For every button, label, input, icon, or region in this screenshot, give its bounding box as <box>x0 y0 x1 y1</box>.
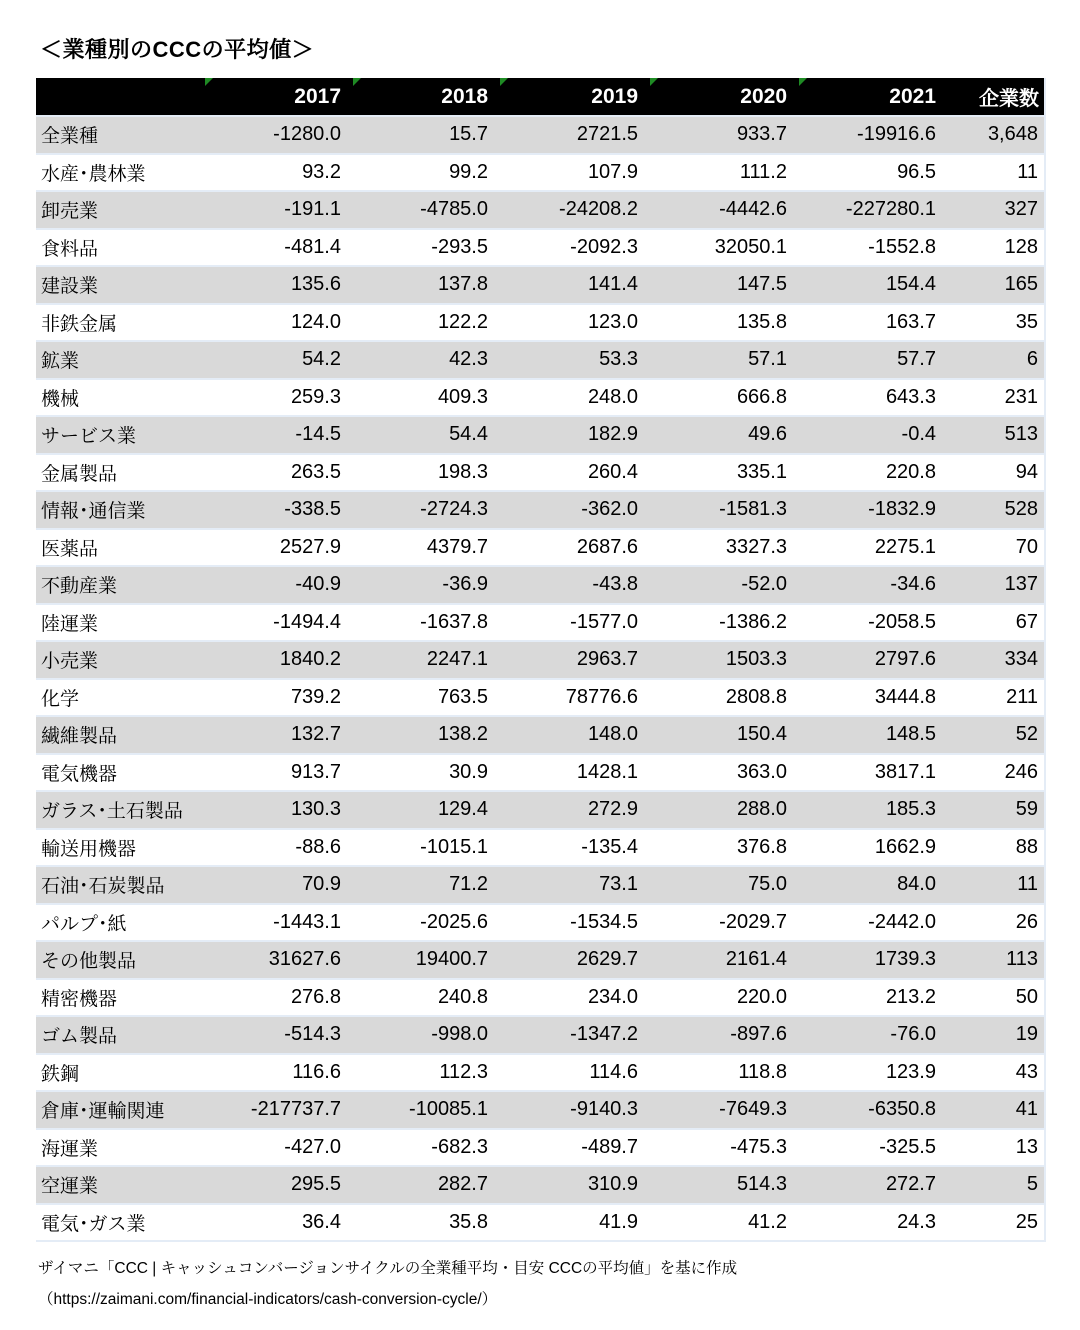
ccc-value-cell: 57.7 <box>799 341 948 379</box>
ccc-value-cell: 112.3 <box>353 1054 500 1092</box>
ccc-value-cell: -1347.2 <box>500 1016 650 1054</box>
table-row <box>36 979 1045 1017</box>
page-title: ＜業種別のCCCの平均値＞ <box>40 37 315 62</box>
table-row <box>36 904 1045 942</box>
ccc-value-cell: 53.3 <box>500 341 650 379</box>
industry-label-cell: パルプ･紙 <box>36 904 205 942</box>
ccc-value-cell: -34.6 <box>799 566 948 604</box>
industry-label-cell: 全業種 <box>36 116 205 154</box>
company-count-cell: 88 <box>948 829 1045 867</box>
cell-error-indicator-icon <box>500 78 508 86</box>
ccc-value-cell: 148.5 <box>799 716 948 754</box>
table-row <box>36 529 1045 567</box>
ccc-value-cell: 41.9 <box>500 1204 650 1242</box>
ccc-value-cell: 295.5 <box>205 1166 353 1204</box>
table-row <box>36 491 1045 529</box>
cell-error-indicator-icon <box>799 78 807 86</box>
ccc-value-cell: 260.4 <box>500 454 650 492</box>
ccc-value-cell: -0.4 <box>799 416 948 454</box>
table-row <box>36 641 1045 679</box>
table-row <box>36 566 1045 604</box>
ccc-value-cell: 276.8 <box>205 979 353 1017</box>
ccc-value-cell: 118.8 <box>650 1054 799 1092</box>
ccc-value-cell: 933.7 <box>650 116 799 154</box>
ccc-value-cell: 30.9 <box>353 754 500 792</box>
industry-label-cell: 不動産業 <box>36 566 205 604</box>
ccc-value-cell: -6350.8 <box>799 1091 948 1129</box>
ccc-value-cell: 124.0 <box>205 304 353 342</box>
ccc-value-cell: 363.0 <box>650 754 799 792</box>
ccc-value-cell: -88.6 <box>205 829 353 867</box>
ccc-value-cell: 376.8 <box>650 829 799 867</box>
company-count-cell: 52 <box>948 716 1045 754</box>
ccc-value-cell: 3327.3 <box>650 529 799 567</box>
ccc-value-cell: 3444.8 <box>799 679 948 717</box>
ccc-value-cell: -489.7 <box>500 1129 650 1167</box>
ccc-value-cell: -1494.4 <box>205 604 353 642</box>
industry-label-cell: 陸運業 <box>36 604 205 642</box>
ccc-value-cell: -135.4 <box>500 829 650 867</box>
table-row <box>36 604 1045 642</box>
industry-label-cell: 鉄鋼 <box>36 1054 205 1092</box>
ccc-value-cell: 643.3 <box>799 379 948 417</box>
ccc-value-cell: 1428.1 <box>500 754 650 792</box>
ccc-value-cell: 213.2 <box>799 979 948 1017</box>
table-row <box>36 866 1045 904</box>
table-row <box>36 154 1045 192</box>
ccc-value-cell: 122.2 <box>353 304 500 342</box>
company-count-cell: 3,648 <box>948 116 1045 154</box>
ccc-value-cell: -1552.8 <box>799 229 948 267</box>
table-row <box>36 1054 1045 1092</box>
ccc-value-cell: 2687.6 <box>500 529 650 567</box>
ccc-value-cell: -1280.0 <box>205 116 353 154</box>
ccc-value-cell: -2092.3 <box>500 229 650 267</box>
ccc-value-cell: 198.3 <box>353 454 500 492</box>
ccc-value-cell: 150.4 <box>650 716 799 754</box>
ccc-value-cell: 2963.7 <box>500 641 650 679</box>
ccc-value-cell: -1443.1 <box>205 904 353 942</box>
ccc-value-cell: 24.3 <box>799 1204 948 1242</box>
industry-label-cell: 電気機器 <box>36 754 205 792</box>
company-count-cell: 211 <box>948 679 1045 717</box>
ccc-value-cell: 42.3 <box>353 341 500 379</box>
source-note <box>38 1253 737 1315</box>
year-header-cell: 2020 <box>650 78 799 116</box>
ccc-value-cell: 96.5 <box>799 154 948 192</box>
ccc-value-cell: 4379.7 <box>353 529 500 567</box>
ccc-value-cell: 75.0 <box>650 866 799 904</box>
source-line: ザイマニ「CCC | キャッシュコンバージョンサイクルの全業種平均・目安 CCCの平均値」を基に作成 <box>38 1260 738 1277</box>
ccc-value-cell: -1386.2 <box>650 604 799 642</box>
table-header-row <box>36 78 1045 116</box>
company-count-cell: 513 <box>948 416 1045 454</box>
ccc-value-cell: 36.4 <box>205 1204 353 1242</box>
ccc-value-cell: -1581.3 <box>650 491 799 529</box>
ccc-value-cell: 31627.6 <box>205 941 353 979</box>
ccc-value-cell: 78776.6 <box>500 679 650 717</box>
ccc-value-cell: 310.9 <box>500 1166 650 1204</box>
company-count-cell: 327 <box>948 191 1045 229</box>
ccc-value-cell: 185.3 <box>799 791 948 829</box>
year-header-cell: 2021 <box>799 78 948 116</box>
ccc-value-cell: 2275.1 <box>799 529 948 567</box>
ccc-value-cell: 84.0 <box>799 866 948 904</box>
industry-label-cell: 繊維製品 <box>36 716 205 754</box>
ccc-value-cell: -7649.3 <box>650 1091 799 1129</box>
ccc-value-cell: 41.2 <box>650 1204 799 1242</box>
company-count-cell: 246 <box>948 754 1045 792</box>
ccc-value-cell: 107.9 <box>500 154 650 192</box>
ccc-value-cell: 1840.2 <box>205 641 353 679</box>
company-count-header-cell: 企業数 <box>948 78 1045 116</box>
table-row <box>36 716 1045 754</box>
table-row <box>36 679 1045 717</box>
ccc-value-cell: -2025.6 <box>353 904 500 942</box>
table-row <box>36 791 1045 829</box>
ccc-value-cell: 99.2 <box>353 154 500 192</box>
company-count-cell: 19 <box>948 1016 1045 1054</box>
ccc-value-cell: -1577.0 <box>500 604 650 642</box>
ccc-value-cell: 335.1 <box>650 454 799 492</box>
ccc-value-cell: -325.5 <box>799 1129 948 1167</box>
company-count-cell: 26 <box>948 904 1045 942</box>
ccc-value-cell: -481.4 <box>205 229 353 267</box>
ccc-value-cell: 182.9 <box>500 416 650 454</box>
company-count-cell: 334 <box>948 641 1045 679</box>
ccc-value-cell: 111.2 <box>650 154 799 192</box>
ccc-value-cell: -43.8 <box>500 566 650 604</box>
ccc-value-cell: 2721.5 <box>500 116 650 154</box>
ccc-value-cell: -24208.2 <box>500 191 650 229</box>
company-count-cell: 59 <box>948 791 1045 829</box>
ccc-value-cell: 49.6 <box>650 416 799 454</box>
table-row <box>36 1091 1045 1129</box>
ccc-value-cell: -475.3 <box>650 1129 799 1167</box>
ccc-value-cell: 763.5 <box>353 679 500 717</box>
ccc-value-cell: -427.0 <box>205 1129 353 1167</box>
ccc-value-cell: -2724.3 <box>353 491 500 529</box>
ccc-value-cell: -14.5 <box>205 416 353 454</box>
industry-label-cell: ガラス･土石製品 <box>36 791 205 829</box>
ccc-value-cell: 2527.9 <box>205 529 353 567</box>
ccc-value-cell: -52.0 <box>650 566 799 604</box>
ccc-value-cell: -2442.0 <box>799 904 948 942</box>
ccc-value-cell: 73.1 <box>500 866 650 904</box>
ccc-value-cell: 147.5 <box>650 266 799 304</box>
source-url-line: （https://zaimani.com/financial-indicators/cash-conversion-cycle/） <box>38 1291 498 1308</box>
company-count-cell: 35 <box>948 304 1045 342</box>
ccc-value-cell: 263.5 <box>205 454 353 492</box>
company-count-cell: 67 <box>948 604 1045 642</box>
ccc-value-cell: 135.6 <box>205 266 353 304</box>
ccc-value-cell: 57.1 <box>650 341 799 379</box>
ccc-value-cell: 272.7 <box>799 1166 948 1204</box>
ccc-value-cell: 409.3 <box>353 379 500 417</box>
ccc-value-cell: 248.0 <box>500 379 650 417</box>
ccc-value-cell: 19400.7 <box>353 941 500 979</box>
ccc-value-cell: -227280.1 <box>799 191 948 229</box>
ccc-value-cell: -897.6 <box>650 1016 799 1054</box>
ccc-value-cell: 2161.4 <box>650 941 799 979</box>
ccc-value-cell: 2629.7 <box>500 941 650 979</box>
ccc-value-cell: -1534.5 <box>500 904 650 942</box>
ccc-value-cell: 148.0 <box>500 716 650 754</box>
ccc-value-cell: 514.3 <box>650 1166 799 1204</box>
ccc-value-cell: -4785.0 <box>353 191 500 229</box>
industry-label-cell: 石油･石炭製品 <box>36 866 205 904</box>
company-count-cell: 128 <box>948 229 1045 267</box>
table-row <box>36 754 1045 792</box>
industry-label-cell: ゴム製品 <box>36 1016 205 1054</box>
industry-label-cell: 卸売業 <box>36 191 205 229</box>
ccc-value-cell: -293.5 <box>353 229 500 267</box>
company-count-cell: 528 <box>948 491 1045 529</box>
table-row <box>36 1016 1045 1054</box>
ccc-value-cell: 2247.1 <box>353 641 500 679</box>
ccc-value-cell: 288.0 <box>650 791 799 829</box>
ccc-value-cell: 123.9 <box>799 1054 948 1092</box>
table-row <box>36 266 1045 304</box>
table-row <box>36 379 1045 417</box>
ccc-value-cell: -19916.6 <box>799 116 948 154</box>
industry-label-cell: サービス業 <box>36 416 205 454</box>
industry-label-cell: 情報･通信業 <box>36 491 205 529</box>
ccc-value-cell: 35.8 <box>353 1204 500 1242</box>
company-count-cell: 113 <box>948 941 1045 979</box>
company-count-cell: 165 <box>948 266 1045 304</box>
industry-label-cell: 機械 <box>36 379 205 417</box>
ccc-value-cell: -1015.1 <box>353 829 500 867</box>
ccc-value-cell: 240.8 <box>353 979 500 1017</box>
ccc-value-cell: 116.6 <box>205 1054 353 1092</box>
table-row <box>36 341 1045 379</box>
industry-label-cell: 海運業 <box>36 1129 205 1167</box>
ccc-value-cell: -40.9 <box>205 566 353 604</box>
ccc-value-cell: 32050.1 <box>650 229 799 267</box>
industry-label-cell: 空運業 <box>36 1166 205 1204</box>
company-count-cell: 6 <box>948 341 1045 379</box>
company-count-cell: 11 <box>948 154 1045 192</box>
ccc-value-cell: 2797.6 <box>799 641 948 679</box>
year-header-cell: 2017 <box>205 78 353 116</box>
industry-label-cell: 建設業 <box>36 266 205 304</box>
company-count-cell: 43 <box>948 1054 1045 1092</box>
ccc-value-cell: 234.0 <box>500 979 650 1017</box>
industry-label-cell: 鉱業 <box>36 341 205 379</box>
ccc-value-cell: 913.7 <box>205 754 353 792</box>
ccc-value-cell: -514.3 <box>205 1016 353 1054</box>
table-row <box>36 191 1045 229</box>
ccc-value-cell: 2808.8 <box>650 679 799 717</box>
ccc-value-cell: 739.2 <box>205 679 353 717</box>
company-count-cell: 94 <box>948 454 1045 492</box>
ccc-value-cell: 141.4 <box>500 266 650 304</box>
ccc-value-cell: 666.8 <box>650 379 799 417</box>
ccc-value-cell: 163.7 <box>799 304 948 342</box>
ccc-value-cell: -76.0 <box>799 1016 948 1054</box>
industry-label-cell: 水産･農林業 <box>36 154 205 192</box>
table-row <box>36 116 1045 154</box>
company-count-cell: 231 <box>948 379 1045 417</box>
ccc-value-cell: 259.3 <box>205 379 353 417</box>
ccc-value-cell: 71.2 <box>353 866 500 904</box>
ccc-value-cell: 93.2 <box>205 154 353 192</box>
ccc-value-cell: 114.6 <box>500 1054 650 1092</box>
ccc-value-cell: 272.9 <box>500 791 650 829</box>
ccc-value-cell: 1503.3 <box>650 641 799 679</box>
ccc-value-cell: -338.5 <box>205 491 353 529</box>
ccc-value-cell: 54.2 <box>205 341 353 379</box>
ccc-value-cell: 132.7 <box>205 716 353 754</box>
ccc-value-cell: 1662.9 <box>799 829 948 867</box>
ccc-value-cell: -362.0 <box>500 491 650 529</box>
industry-label-cell: 食料品 <box>36 229 205 267</box>
ccc-value-cell: -682.3 <box>353 1129 500 1167</box>
company-count-cell: 11 <box>948 866 1045 904</box>
year-header-cell: 2018 <box>353 78 500 116</box>
table-row <box>36 416 1045 454</box>
ccc-value-cell: -998.0 <box>353 1016 500 1054</box>
ccc-value-cell: -9140.3 <box>500 1091 650 1129</box>
table-row <box>36 1204 1045 1242</box>
cell-error-indicator-icon <box>353 78 361 86</box>
ccc-value-cell: 1739.3 <box>799 941 948 979</box>
ccc-value-cell: 130.3 <box>205 791 353 829</box>
table-row <box>36 941 1045 979</box>
industry-label-cell: 金属製品 <box>36 454 205 492</box>
table-row <box>36 304 1045 342</box>
cell-error-indicator-icon <box>205 78 213 86</box>
ccc-value-cell: -1637.8 <box>353 604 500 642</box>
industry-label-cell: 輸送用機器 <box>36 829 205 867</box>
ccc-value-cell: 137.8 <box>353 266 500 304</box>
year-header-cell: 2019 <box>500 78 650 116</box>
industry-label-cell: その他製品 <box>36 941 205 979</box>
company-count-cell: 70 <box>948 529 1045 567</box>
ccc-value-cell: 282.7 <box>353 1166 500 1204</box>
industry-label-cell: 非鉄金属 <box>36 304 205 342</box>
industry-label-cell: 電気･ガス業 <box>36 1204 205 1242</box>
company-count-cell: 137 <box>948 566 1045 604</box>
ccc-value-cell: 3817.1 <box>799 754 948 792</box>
ccc-table <box>36 78 1046 1242</box>
ccc-value-cell: 123.0 <box>500 304 650 342</box>
industry-label-cell: 小売業 <box>36 641 205 679</box>
ccc-value-cell: -36.9 <box>353 566 500 604</box>
company-count-cell: 5 <box>948 1166 1045 1204</box>
company-count-cell: 50 <box>948 979 1045 1017</box>
corner-header-cell <box>36 78 205 116</box>
ccc-value-cell: -2029.7 <box>650 904 799 942</box>
ccc-value-cell: -2058.5 <box>799 604 948 642</box>
table-row <box>36 454 1045 492</box>
company-count-cell: 41 <box>948 1091 1045 1129</box>
table-row <box>36 1129 1045 1167</box>
ccc-value-cell: 15.7 <box>353 116 500 154</box>
table-row <box>36 1166 1045 1204</box>
ccc-value-cell: -4442.6 <box>650 191 799 229</box>
cell-error-indicator-icon <box>650 78 658 86</box>
company-count-cell: 25 <box>948 1204 1045 1242</box>
company-count-cell: 13 <box>948 1129 1045 1167</box>
ccc-value-cell: 138.2 <box>353 716 500 754</box>
ccc-value-cell: -10085.1 <box>353 1091 500 1129</box>
ccc-value-cell: 70.9 <box>205 866 353 904</box>
ccc-value-cell: 220.0 <box>650 979 799 1017</box>
table-row <box>36 229 1045 267</box>
industry-label-cell: 精密機器 <box>36 979 205 1017</box>
ccc-value-cell: 220.8 <box>799 454 948 492</box>
ccc-value-cell: 54.4 <box>353 416 500 454</box>
ccc-value-cell: -191.1 <box>205 191 353 229</box>
ccc-value-cell: -1832.9 <box>799 491 948 529</box>
ccc-value-cell: 135.8 <box>650 304 799 342</box>
ccc-value-cell: 129.4 <box>353 791 500 829</box>
ccc-value-cell: 154.4 <box>799 266 948 304</box>
industry-label-cell: 医薬品 <box>36 529 205 567</box>
industry-label-cell: 化学 <box>36 679 205 717</box>
ccc-value-cell: -217737.7 <box>205 1091 353 1129</box>
table-row <box>36 829 1045 867</box>
industry-label-cell: 倉庫･運輸関連 <box>36 1091 205 1129</box>
